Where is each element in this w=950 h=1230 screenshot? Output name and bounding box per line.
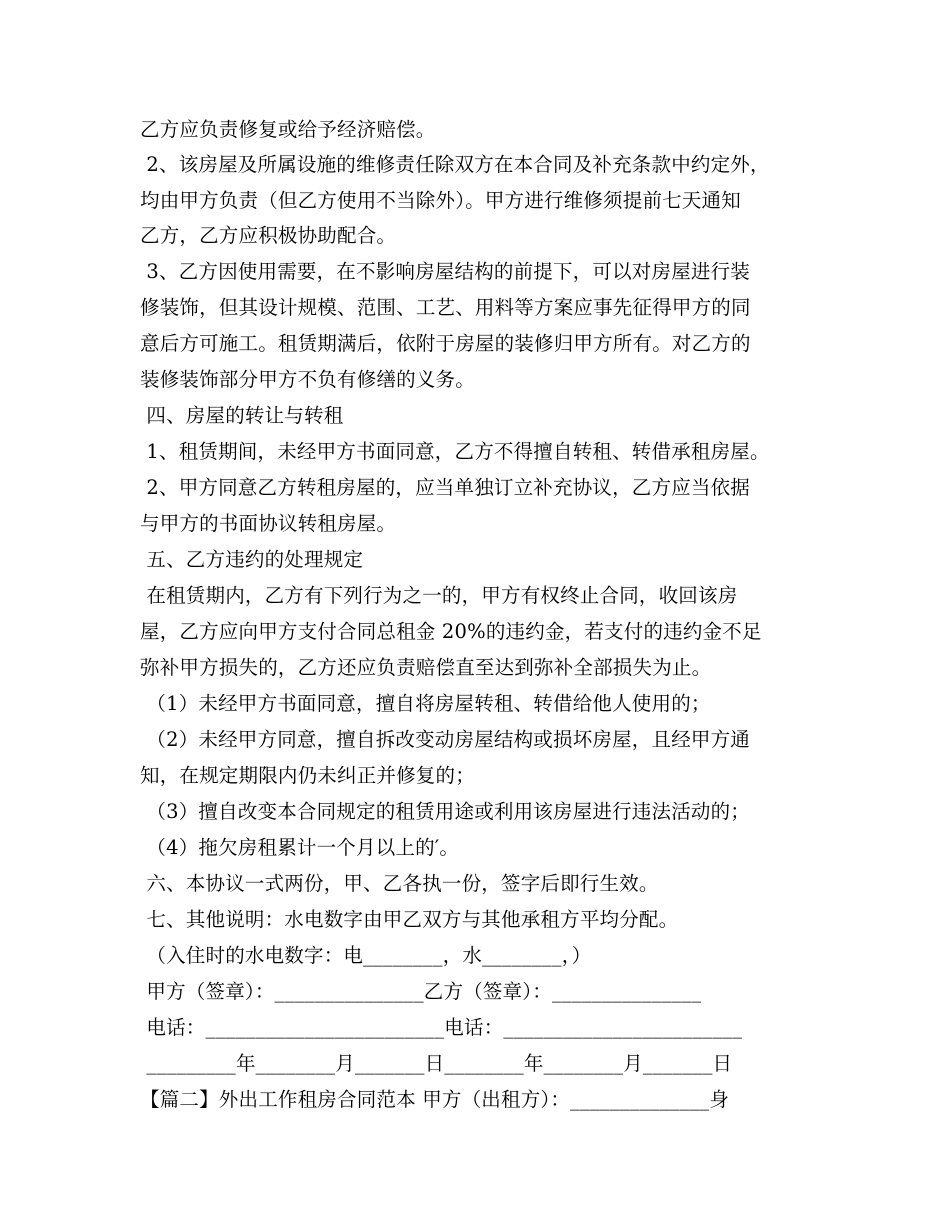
text-line: 【篇二】外出工作租房合同范本 甲方（出租方）：______________身 xyxy=(140,1088,730,1111)
text-line: 知，在规定期限内仍未纠正并修复的； xyxy=(140,764,475,787)
text-line: 意后方可施工。租赁期满后，依附于房屋的装修归甲方所有。对乙方的 xyxy=(140,332,751,355)
text-line: 1、租赁期间，未经甲方书面同意，乙方不得擅自转租、转借承租房屋。 xyxy=(140,440,770,463)
section-heading: 六、本协议一式两份，甲、乙各执一份，签字后即行生效。 xyxy=(140,872,659,895)
text-line: 装修装饰部分甲方不负有修缮的义务。 xyxy=(140,368,475,391)
text-line: 与甲方的书面协议转租房屋。 xyxy=(140,512,397,535)
section-heading: 七、其他说明：水电数字由甲乙双方与其他承租方平均分配。 xyxy=(140,908,679,931)
text-line: 在租赁期内，乙方有下列行为之一的，甲方有权终止合同，收回该房 xyxy=(140,584,738,607)
section-heading: 四、房屋的转让与转租 xyxy=(140,404,344,427)
text-line: 3、乙方因使用需要，在不影响房屋结构的前提下，可以对房屋进行装 xyxy=(140,260,751,283)
text-line: （入住时的水电数字：电________，水________，） xyxy=(140,944,592,967)
section-heading: 五、乙方违约的处理规定 xyxy=(140,548,364,571)
text-line: （3）擅自改变本合同规定的租赁用途或利用该房屋进行违法活动的； xyxy=(140,800,751,823)
text-line: 均由甲方负责（但乙方使用不当除外）。甲方进行维修须提前七天通知 xyxy=(140,189,741,212)
text-line: （4）拖欠房租累计一个月以上的′。 xyxy=(140,836,460,859)
text-line: 2、甲方同意乙方转租房屋的，应当单独订立补充协议，乙方应当依据 xyxy=(140,476,751,499)
phone-line: 电话：________________________电话：________________________ xyxy=(140,1016,743,1039)
text-line: 2、该房屋及所属设施的维修责任除双方在本合同及补充条款中约定外， xyxy=(140,153,770,176)
date-line: _________年________月_______日________年________月_______日 xyxy=(140,1052,733,1075)
text-line: （2）未经甲方同意，擅自拆改变动房屋结构或损坏房屋，且经甲方通 xyxy=(140,728,751,751)
text-line: 弥补甲方损失的，乙方还应负责赔偿直至达到弥补全部损失为止。 xyxy=(140,656,712,679)
text-line: 乙方应负责修复或给予经济赔偿。 xyxy=(140,118,436,141)
signature-line: 甲方（签章）：_______________乙方（签章）：_______________ xyxy=(140,980,702,1003)
text-line: （1）未经甲方书面同意，擅自将房屋转租、转借给他人使用的； xyxy=(140,692,711,715)
text-line: 乙方，乙方应积极协助配合。 xyxy=(140,224,397,247)
text-line: 屋，乙方应向甲方支付合同总租金 20%的违约金，若支付的违约金不足 xyxy=(140,620,762,643)
text-line: 修装饰，但其设计规模、范围、工艺、用料等方案应事先征得甲方的同 xyxy=(140,296,751,319)
